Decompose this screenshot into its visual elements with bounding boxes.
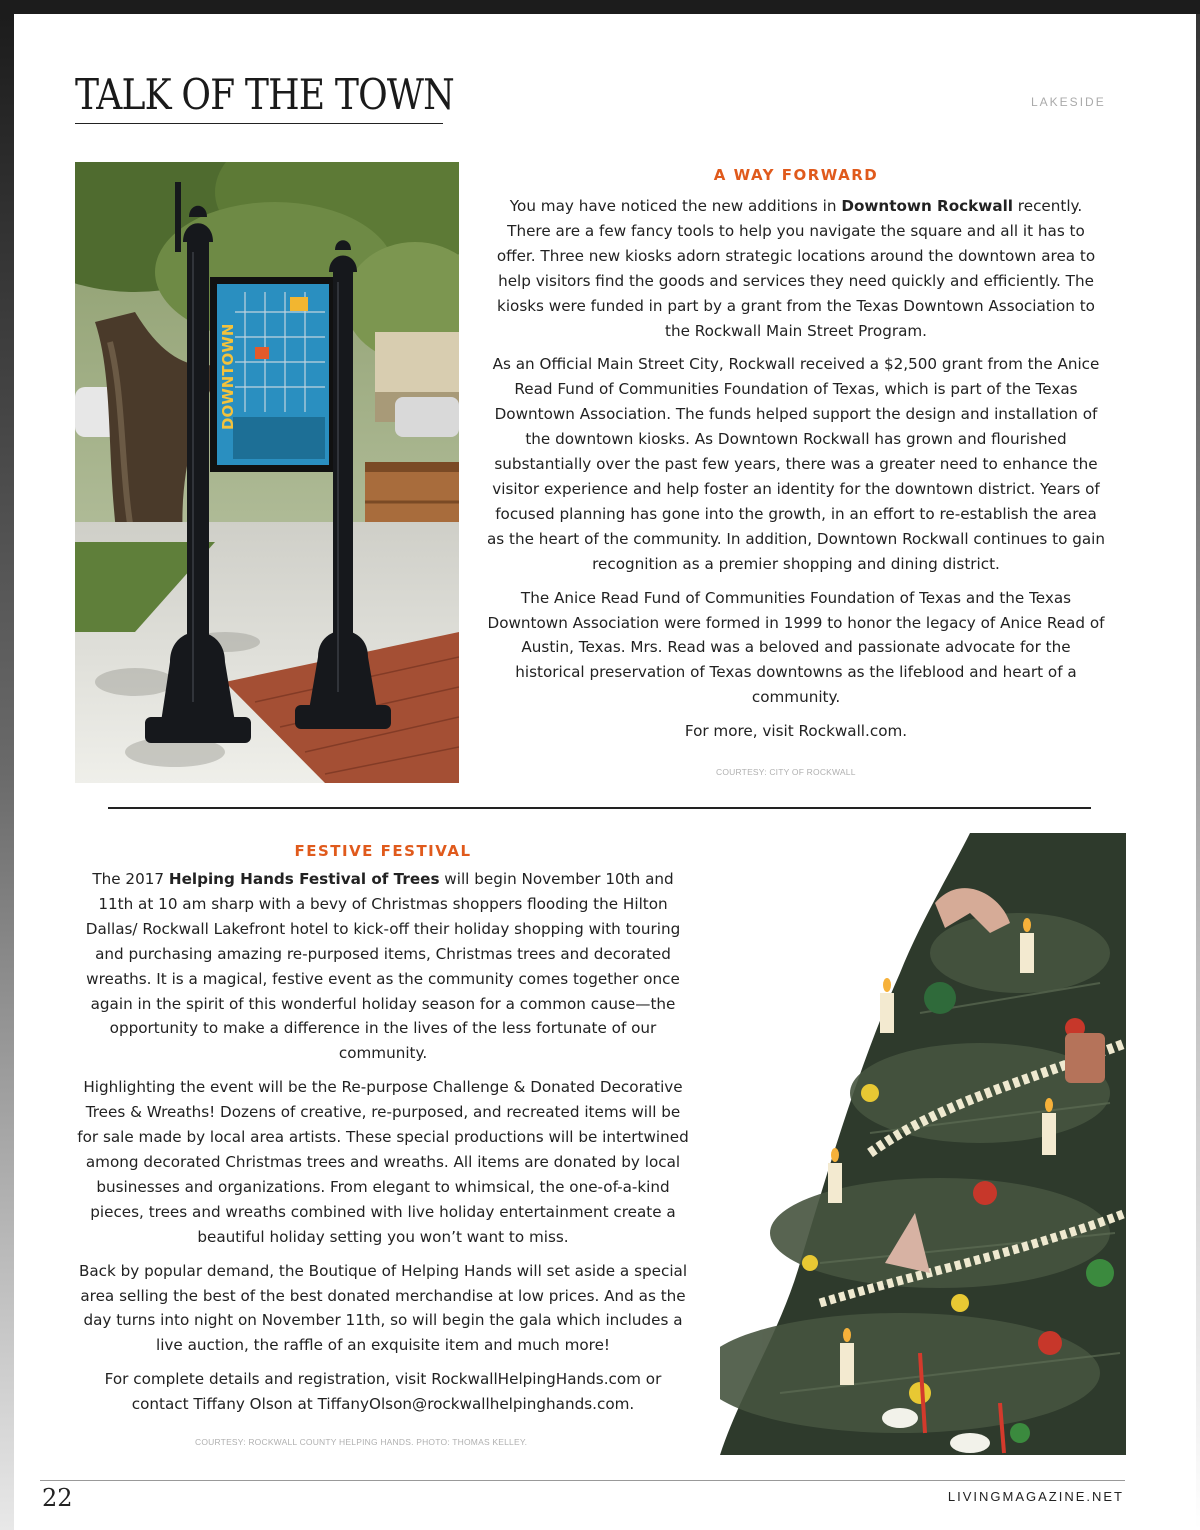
- article-paragraph: Highlighting the event will be the Re-purpose Challenge & Donated Decorative Trees & Wreaths! Dozens of creative, re-purposed, and recreated items will be for sale made by local area artists. These special productions will be intertwined among decorated Christmas trees and wreaths. All items are donated by local businesses and organizations. From elegant to whimsical, the one-of-a-kind pieces, trees and wreaths combined with live holiday entertainment create a beautiful holiday setting you won’t want to miss.: [77, 1078, 689, 1246]
- article-paragraph: [486, 194, 1106, 343]
- page-edge-shadow-right: [1196, 14, 1200, 1530]
- photo-credit: COURTESY: CITY OF ROCKWALL: [716, 767, 856, 777]
- title-underline: [75, 123, 443, 124]
- photo-credit: COURTESY: ROCKWALL COUNTY HELPING HANDS. PHOTO: THOMAS KELLEY.: [195, 1437, 528, 1447]
- section-title: TALK OF THE TOWN: [75, 70, 454, 119]
- article-heading: A WAY FORWARD: [713, 166, 879, 184]
- page-number: 22: [42, 1484, 73, 1512]
- article-paragraph: [75, 867, 691, 1066]
- article-text: will begin November 10th and 11th at 10 am sharp with a bevy of Christmas shoppers flooding the Hilton Dallas/ Rockwall Lakefront hotel to kick-off their holiday shopping with touring and purchasing amazing re-purposed items, Christmas trees and decorated wreaths. It is a magical, festive event as the community comes together once again in the spirit of this wonderful holiday season for a common cause—the opportunity to make a difference in the lives of the less fortunate of our community.: [85, 870, 681, 1063]
- region-tag: LAKESIDE: [1031, 95, 1106, 109]
- article-heading: FESTIVE FESTIVAL: [294, 842, 472, 860]
- article-text: The 2017: [92, 870, 169, 888]
- kiosk-photo: [75, 162, 459, 783]
- christmas-tree-photo: [720, 833, 1126, 1455]
- article-text: You may have noticed the new additions in: [509, 197, 842, 215]
- footer-rule: [40, 1480, 1125, 1481]
- article-highlight: Downtown Rockwall: [841, 197, 1013, 215]
- article-paragraph: As an Official Main Street City, Rockwall received a $2,500 grant from the Anice Read Fund of Communities Foundation of Texas, which is part of the Texas Downtown Association. The funds helped support the design and installation of the downtown kiosks. As Downtown Rockwall has grown and flourished substantially over the past few years, there was a greater need to enhance the visitor experience and help foster an identity for the downtown district. Years of focused planning has gone into the growth, in an effort to re-establish the area as the heart of the community. In addition, Downtown Rockwall continues to gain recognition as a premier shopping and dining district.: [486, 355, 1106, 573]
- article-a-way-forward: [486, 166, 1106, 744]
- site-name: LIVINGMAGAZINE.NET: [947, 1489, 1124, 1504]
- article-text: recently. There are a few fancy tools to help you navigate the square and all it has to offer. Three new kiosks adorn strategic locations around the downtown area to help visitors find the goods and services they need quickly and efficiently. The kiosks were funded in part by a grant from the Texas Downtown Association to the Rockwall Main Street Program.: [496, 197, 1096, 340]
- kiosk-sign-label: DOWNTOWN: [219, 323, 237, 430]
- article-festive-festival: [75, 842, 691, 1417]
- article-paragraph: The Anice Read Fund of Communities Foundation of Texas and the Texas Downtown Association were formed in 1999 to honor the legacy of Anice Read of Austin, Texas. Mrs. Read was a beloved and passionate advocate for the historical preservation of Texas downtowns as the lifeblood and heart of a community.: [487, 588, 1105, 707]
- article-paragraph: For more, visit Rockwall.com.: [684, 722, 908, 741]
- top-bar: [0, 0, 1200, 14]
- page-edge-shadow: [0, 14, 14, 1530]
- article-highlight: Helping Hands Festival of Trees: [168, 870, 440, 888]
- section-divider: [108, 807, 1091, 809]
- article-paragraph: Back by popular demand, the Boutique of Helping Hands will set aside a special area selling the best of the best donated merchandise at low prices. And as the day turns into night on November 11th, so will begin the gala which includes a live auction, the raffle of an exquisite item and much more!: [78, 1261, 688, 1355]
- article-paragraph: For complete details and registration, visit RockwallHelpingHands.com or contact Tiffany Olson at TiffanyOlson@rockwallhelpinghands.com.: [104, 1370, 662, 1414]
